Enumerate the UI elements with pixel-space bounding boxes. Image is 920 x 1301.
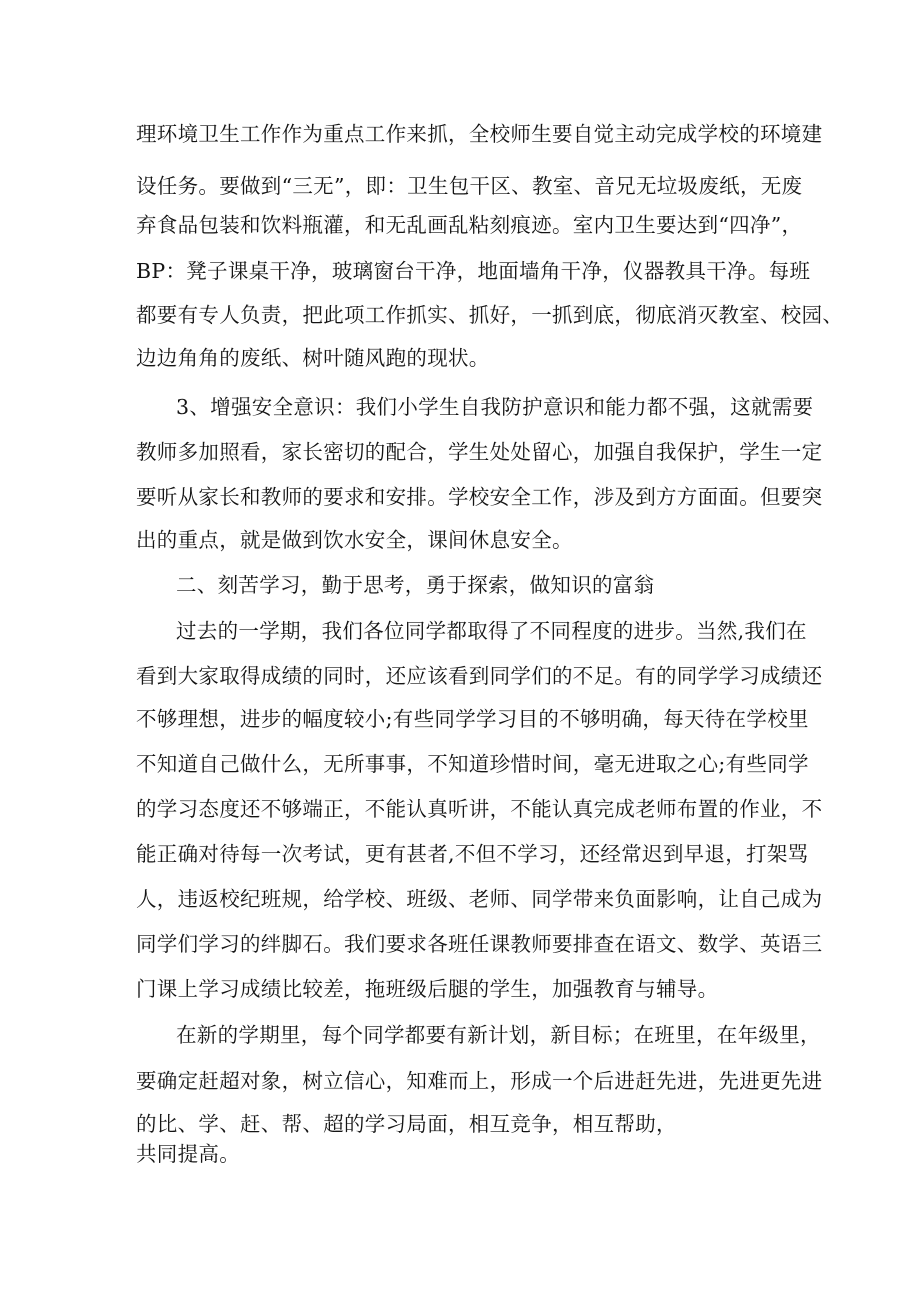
text-line-7: 3、增强安全意识：我们小学生自我防护意识和能力都不强，这就需要 (176, 395, 814, 419)
text-line-17: 能正确对待每一次考试，更有甚者,不但不学习，还经常迟到早退，打架骂 (136, 842, 809, 866)
text-line-12: 过去的一学期，我们各位同学都取得了不同程度的进步。当然,我们在 (176, 619, 807, 643)
text-line-9: 要听从家长和教师的要求和安排。学校安全工作，涉及到方方面面。但要突 (136, 485, 823, 509)
text-line-21: 在新的学期里，每个同学都要有新计划，新目标；在班里，在年级里， (176, 1023, 821, 1047)
text-line-6: 边边角角的废纸、树叶随风跑的现状。 (136, 346, 490, 370)
text-line-24: 共同提高。 (136, 1142, 240, 1166)
text-line-22: 要确定赶超对象，树立信心，知难而上，形成一个后进赶先进，先进更先进 (136, 1069, 823, 1093)
text-line-23: 的比、学、赶、帮、超的学习局面，相互竞争，相互帮助， (136, 1112, 677, 1136)
text-line-5: 都要有专人负责，把此项工作抓实、抓好，一抓到底，彻底消灭教室、校园、 (136, 303, 844, 327)
text-line-1: 理环境卫生工作作为重点工作来抓，全校师生要自觉主动完成学校的环境建 (136, 122, 823, 146)
text-line-19: 同学们学习的绊脚石。我们要求各班任课教师要排查在语文、数学、英语三 (136, 932, 823, 956)
section-heading: 二、刻苦学习，勤于思考，勇于探索，做知识的富翁 (176, 573, 655, 597)
text-line-15: 不知道自己做什么，无所事事，不知道珍惜时间，毫无进取之心;有些同学 (136, 752, 809, 776)
text-line-4: BP：凳子课桌干净，玻璃窗台干净，地面墙角干净，仪器教具干净。每班 (136, 259, 811, 283)
text-line-13: 看到大家取得成绩的同时，还应该看到同学们的不足。有的同学学习成绩还 (136, 664, 823, 688)
text-line-2: 设任务。要做到“三无”，即：卫生包干区、教室、音兄无垃圾废纸，无废 (136, 174, 803, 198)
text-line-16: 的学习态度还不够端正，不能认真听讲，不能认真完成老师布置的作业，不 (136, 797, 823, 821)
text-line-8: 教师多加照看，家长密切的配合，学生处处留心，加强自我保护，学生一定 (136, 440, 823, 464)
text-line-10: 出的重点，就是做到饮水安全，课间休息安全。 (136, 528, 573, 552)
text-line-20: 门课上学习成绩比较差，拖班级后腿的学生，加强教育与辅导。 (136, 977, 719, 1001)
text-line-3: 弃食品包装和饮料瓶灌，和无乱画乱粘刻痕迹。室内卫生要达到“四净”， (136, 213, 803, 237)
text-line-18: 人，违返校纪班规，给学校、班级、老师、同学带来负面影响，让自己成为 (136, 887, 823, 911)
text-line-14: 不够理想，进步的幅度较小;有些同学学习目的不够明确，每天待在学校里 (136, 707, 809, 731)
